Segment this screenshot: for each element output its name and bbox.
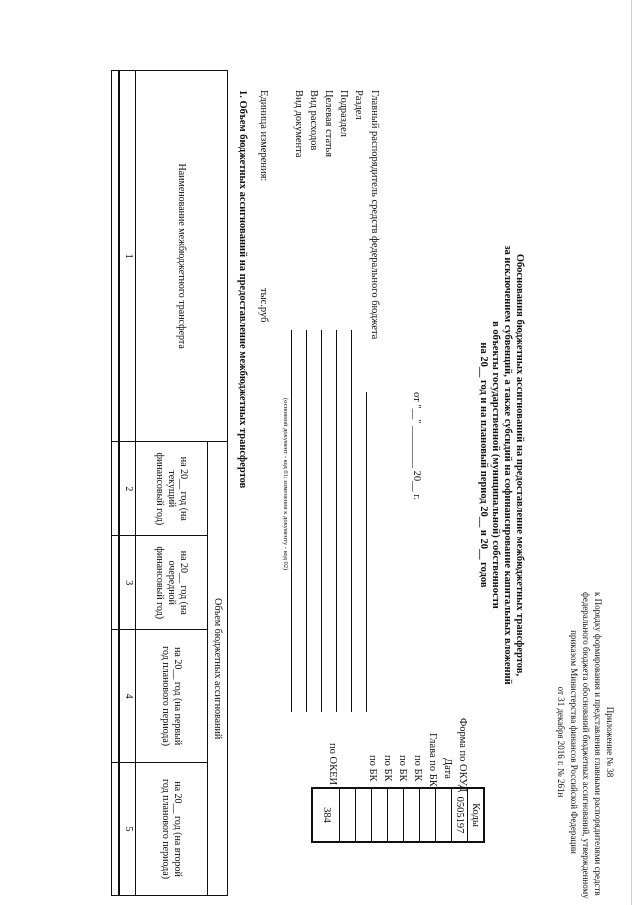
form-code-cell: 0505197 [452, 789, 468, 841]
field-label-document-type: Вид документа [293, 90, 304, 158]
fill-line-target-article [321, 330, 322, 712]
fill-line-section [351, 330, 352, 712]
transfers-table [111, 70, 228, 896]
table-cell [112, 442, 120, 536]
title-line: в объекты государственной (муниципальной) собственности [489, 321, 501, 609]
codes-box [311, 787, 485, 843]
section-title: 1. Объем бюджетных ассигнований на предоставление межбюджетных трансфертов [237, 90, 248, 489]
bk-code-cell [420, 789, 436, 841]
bk-code-cell [340, 789, 356, 841]
fill-line-expense-type [306, 330, 307, 712]
okei-code-cell: 384 [313, 789, 340, 841]
codes-header: Коды [470, 803, 481, 827]
scan-trace-line [631, 0, 632, 905]
column-number: 5 [120, 763, 136, 896]
appendix-line: приказом Министерства финансов Российской Федерации [568, 630, 579, 854]
bk-label: по БК [367, 755, 378, 782]
fill-line-chief-manager [366, 392, 367, 712]
appendix-line: Приложение № 38 [605, 706, 615, 778]
okei-label: по ОКЕИ [327, 743, 338, 786]
bk-code-cell [356, 789, 372, 841]
col-header-plan-year-1: на 20__ год (на первый год планового периода) [136, 630, 208, 763]
appendix-line: к Порядку формирования и представления главными распорядителями средств [592, 592, 603, 896]
date-code-cell [436, 789, 452, 841]
appendix-block [555, 592, 616, 899]
form-okud-label: Форма по ОКУД [457, 718, 468, 792]
table-header-row [208, 71, 228, 896]
title-line: Обоснования бюджетных ассигнований на предоставление межбюджетных трансфертов, [514, 253, 525, 677]
appendix-line: федерального бюджета обоснований бюджетных ассигнований, утвержденному [580, 592, 591, 899]
bk-label: по БК [412, 755, 423, 782]
date-line: от "__" ________ 20__ г. [411, 392, 422, 501]
fill-line-document-type [291, 330, 292, 712]
field-label-target-article: Целевая статья [323, 90, 334, 158]
field-label-subsection: Подраздел [338, 90, 349, 137]
fill-line-subsection [336, 330, 337, 712]
field-label-expense-type: Вид расходов [308, 90, 319, 151]
table-row [112, 71, 120, 896]
unit-value: тыс.руб [258, 288, 269, 323]
bk-code-cell [388, 789, 404, 841]
table-column-numbers-row [120, 71, 136, 896]
title-line: за исключением субвенций, а также субсидий на софинансирование капитальных вложений [501, 245, 513, 685]
bk-label: по БК [397, 755, 408, 782]
bk-label: Глава по БК [427, 733, 438, 787]
field-label-chief-manager: Главный распорядитель средств федерального бюджета [369, 90, 380, 340]
date-label: Дата [442, 758, 453, 779]
bk-code-cell [404, 789, 420, 841]
col-header-current-year: на 20__ год (на текущий финансовый год) [136, 442, 208, 536]
column-number: 2 [120, 442, 136, 536]
col-header-transfer-name: Наименование межбюджетного трансферта [136, 71, 228, 442]
table-cell [112, 763, 120, 896]
field-label-section: Раздел [353, 90, 364, 120]
bk-code-cell [372, 789, 388, 841]
column-number: 4 [120, 630, 136, 763]
title-line: на 20__ год и на плановый период 20__ и 20__ годов [477, 342, 489, 588]
table-cell [112, 536, 120, 630]
col-header-plan-year-2: на 20__ год (на второй год планового периода) [136, 763, 208, 896]
col-header-next-year: на 20__ год (на очередной финансовый год) [136, 536, 208, 630]
column-number: 1 [120, 71, 136, 442]
col-group-header-allocations: Объем бюджетных ассигнований [208, 442, 228, 896]
column-number: 3 [120, 536, 136, 630]
document-title [477, 215, 525, 715]
document-code-note: (основной документ - код 01; изменения к документу - код 02) [282, 398, 289, 571]
appendix-line: от 31 декабря 2016 г. № 261н [556, 686, 567, 798]
unit-label: Единица измерения: [258, 90, 269, 182]
bk-label: по БК [382, 755, 393, 782]
table-cell [112, 71, 120, 442]
table-cell [112, 630, 120, 763]
